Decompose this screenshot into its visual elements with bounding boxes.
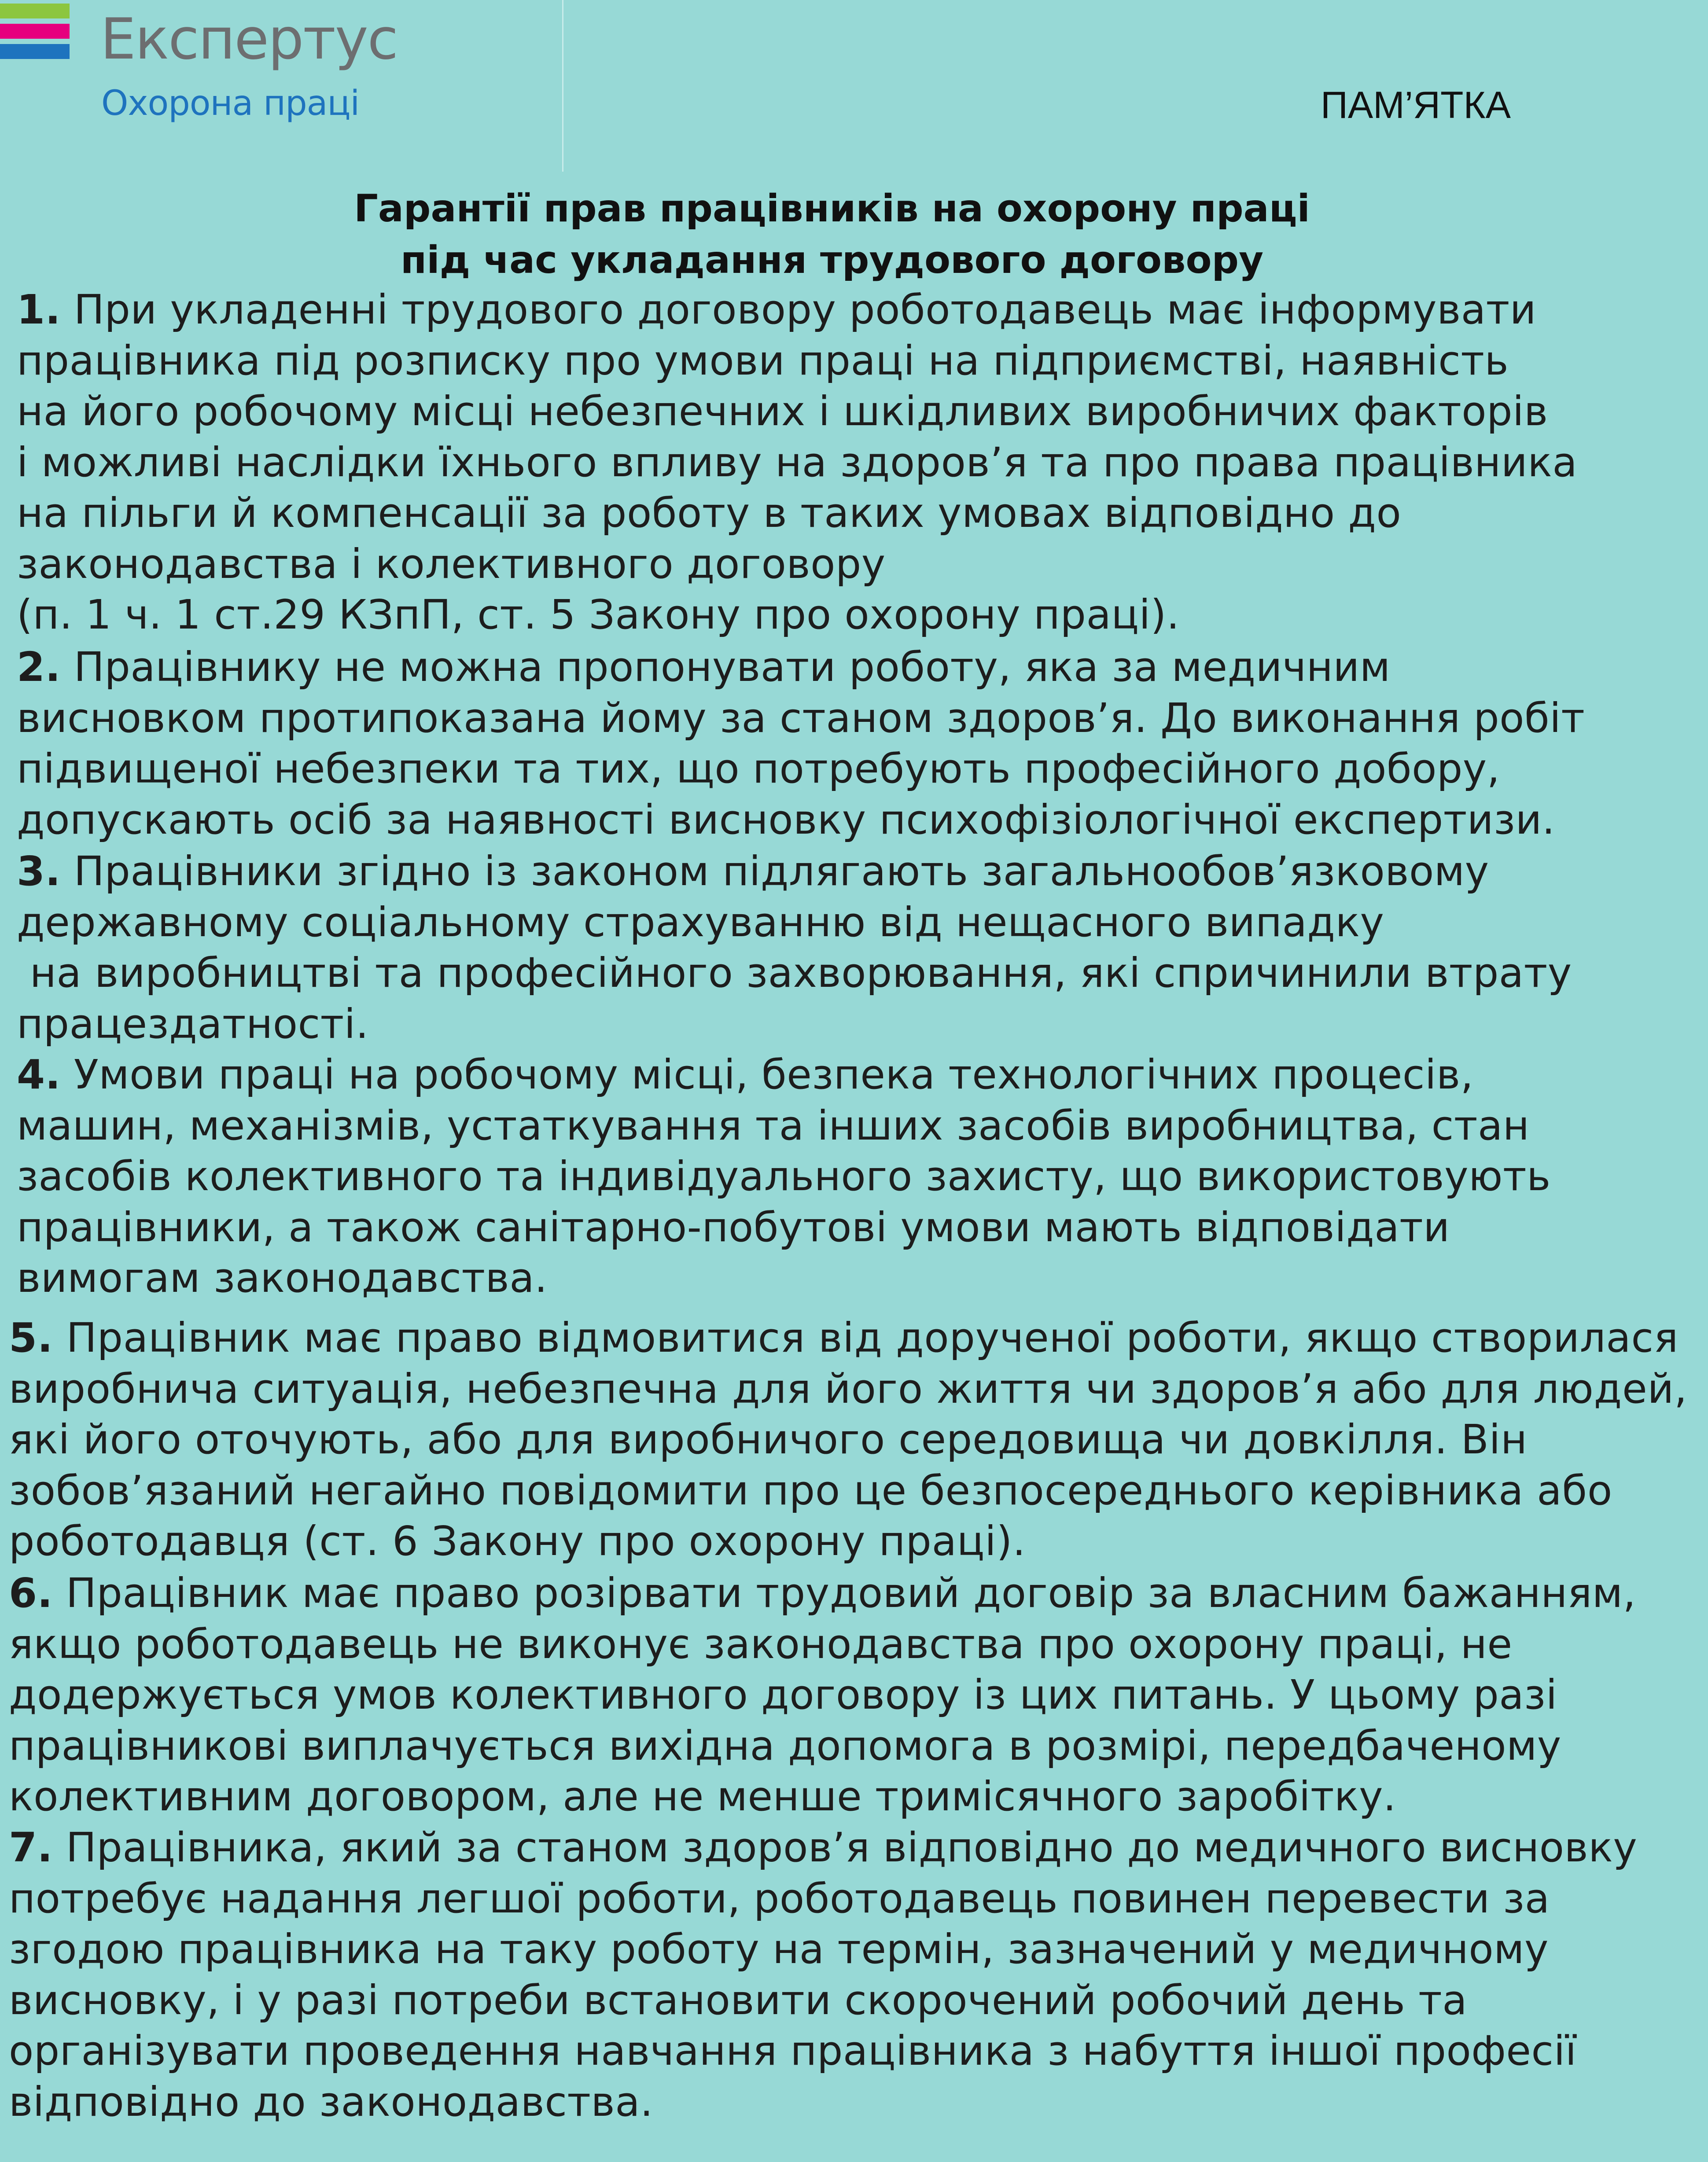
section-number: 1. [17,286,61,333]
logo-subtitle: Охорона праці [101,84,360,123]
section-line: зобов’язаний негайно повідомити про це безпосереднього керівника або [9,1467,1613,1514]
logo-bar-blue [0,44,70,59]
section-line: на виробництві та професійного захворювання, які спричинили втрату [17,949,1572,996]
section-4 [17,1049,1551,1304]
section-line: 6. Працівник має право розірвати трудовий договір за власним бажанням, [9,1570,1636,1617]
section-line: на пільги й компенсації за роботу в таких умовах відповідно до [17,489,1402,537]
section-number: 5. [9,1314,53,1361]
section-line: відповідно до законодавства. [9,2078,653,2125]
memo-label: ПАМ’ЯТКА [1321,84,1511,126]
section-line: 2. Працівнику не можна пропонувати роботу, яка за медичним [17,643,1391,691]
section-line: 1. При укладенні трудового договору роботодавець має інформувати [17,286,1537,333]
section-line: законодавства і колективного договору [17,540,886,588]
section-3 [17,846,1572,1049]
section-line: згодою працівника на таку роботу на термін, зазначений у медичному [9,1926,1549,1973]
section-1 [17,284,1577,640]
section-line: 7. Працівника, який за станом здоров’я відповідно до медичного висновку [9,1824,1638,1871]
section-line: 4. Умови праці на робочому місці, безпека технологічних процесів, [17,1051,1474,1098]
section-line: колективним договором, але не менше тримісячного заробітку. [9,1773,1396,1820]
section-line: вимогам законодавства. [17,1254,548,1302]
section-line: які його оточують, або для виробничого середовища чи довкілля. Він [9,1416,1528,1463]
section-line: на його робочому місці небезпечних і шкідливих виробничих факторів [17,388,1548,435]
section-line: працівника під розписку про умови праці на підприємстві, наявність [17,337,1509,384]
section-number: 6. [9,1570,53,1617]
section-5 [9,1313,1687,1567]
section-line: державному соціальному страхуванню від нещасного випадку [17,898,1384,946]
section-2 [17,642,1585,845]
section-line: якщо роботодавець не виконує законодавства про охорону праці, не [9,1620,1513,1668]
expertus-logo [0,0,563,172]
section-line: засобів колективного та індивідуального захисту, що використовують [17,1153,1551,1200]
section-line: додержується умов колективного договору із цих питань. У цьому разі [9,1671,1557,1718]
section-line: висновком протипоказана йому за станом здоров’я. До виконання робіт [17,694,1585,742]
section-line: працівники, а також санітарно-побутові умови мають відповідати [17,1203,1450,1251]
section-number: 7. [9,1824,53,1871]
section-line: виробнича ситуація, небезпечна для його життя чи здоров’я або для людей, [9,1365,1688,1412]
section-line: висновку, і у разі потреби встановити скорочений робочий день та [9,1976,1468,2024]
section-line: машин, механізмів, устаткування та інших засобів виробництва, стан [17,1102,1530,1149]
title-line-1: Гарантії прав працівників на охорону праці [354,187,1310,231]
section-line: організувати проведення навчання працівника з набуття іншої професії [9,2027,1577,2074]
document-title [0,183,1664,286]
section-number: 4. [17,1051,61,1098]
section-line: працездатності. [17,1000,369,1048]
section-number: 3. [17,848,61,895]
logo-brand: Експертус [100,7,398,72]
section-line: потребує надання легшої роботи, роботодавець повинен перевести за [9,1875,1550,1922]
section-line: працівникові виплачується вихідна допомога в розмірі, передбаченому [9,1722,1561,1769]
section-7 [9,1822,1637,2127]
section-line: підвищеної небезпеки та тих, що потребують професійного добору, [17,745,1500,792]
section-number: 2. [17,643,61,691]
section-line: 3. Працівники згідно із законом підлягають загальнообов’язковому [17,848,1489,895]
section-line: 5. Працівник має право відмовитися від дорученої роботи, якщо створилася [9,1314,1679,1361]
section-line: і можливі наслідки їхнього впливу на здоров’я та про права працівника [17,438,1578,486]
logo-bar-pink [0,24,70,39]
logo-color-bars [0,4,70,64]
section-line: (п. 1 ч. 1 ст.29 КЗпП, ст. 5 Закону про охорону праці). [17,591,1180,638]
title-line-2: під час укладання трудового договору [400,238,1264,282]
logo-bar-green [0,4,70,18]
section-6 [9,1568,1636,1822]
section-line: допускають осіб за наявності висновку психофізіологічної експертизи. [17,796,1555,843]
section-line: роботодавця (ст. 6 Закону про охорону праці). [9,1518,1026,1565]
